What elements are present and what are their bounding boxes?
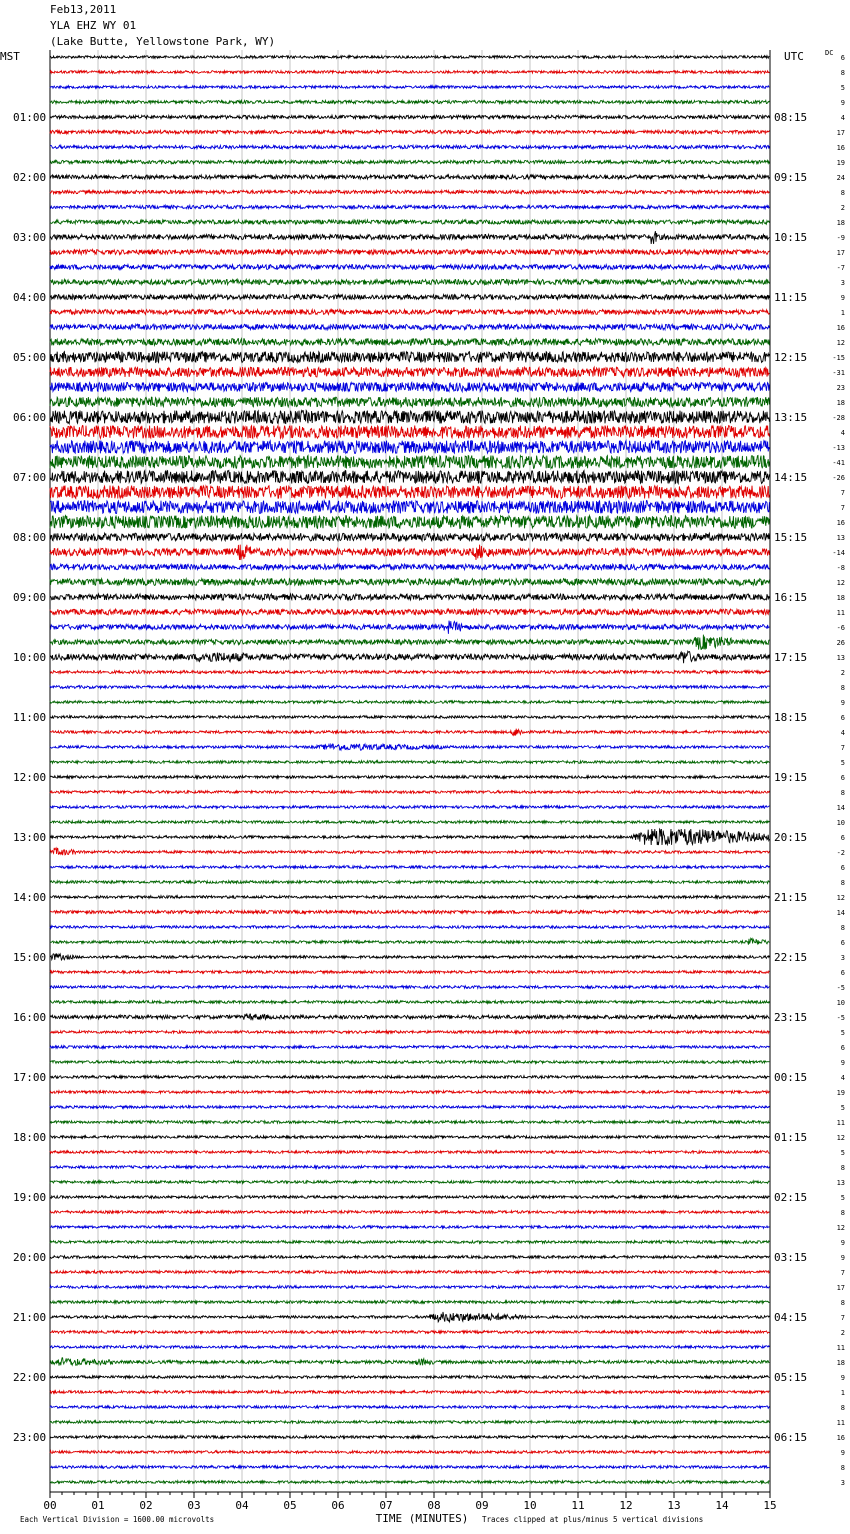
dc-offset-value: 6 [840, 774, 845, 782]
trace-line [50, 1331, 769, 1334]
dc-offset-value: -2 [836, 849, 845, 857]
trace-line [50, 1014, 769, 1021]
trace-line [50, 806, 769, 809]
left-hour-label: 09:00 [13, 591, 47, 604]
dc-offset-value: 13 [836, 654, 845, 662]
left-hour-label: 13:00 [13, 831, 47, 844]
trace-line [50, 324, 769, 329]
dc-offset-value: 8 [840, 789, 845, 797]
right-hour-label: 10:15 [774, 231, 808, 244]
trace-line [50, 866, 769, 869]
trace-line [50, 926, 769, 929]
dc-offset-value: 3 [840, 1479, 845, 1487]
trace-line [50, 145, 769, 148]
dc-offset-value: 9 [840, 1374, 845, 1382]
dc-offset-value: 16 [836, 324, 845, 332]
right-hour-label: 16:15 [774, 591, 808, 604]
chart-location: (Lake Butte, Yellowstone Park, WY) [50, 35, 276, 48]
dc-offset-value: 11 [836, 609, 845, 617]
left-hour-label: 04:00 [13, 291, 47, 304]
trace-line [50, 205, 769, 208]
dc-offset-value: -26 [832, 474, 845, 482]
right-hour-label: 14:15 [774, 471, 808, 484]
trace-line [50, 71, 769, 74]
dc-offset-value: 8 [840, 1299, 845, 1307]
trace-line [50, 1196, 769, 1199]
trace-line [50, 310, 769, 315]
dc-offset-value: 6 [840, 1044, 845, 1052]
trace-line [50, 1358, 769, 1366]
right-hour-label: 17:15 [774, 651, 808, 664]
trace-line [50, 56, 769, 59]
dc-offset-value: 3 [840, 954, 845, 962]
dc-offset-value: 12 [836, 1134, 845, 1142]
right-hour-label: 15:15 [774, 531, 808, 544]
trace-line [50, 1451, 769, 1454]
right-hour-label: 06:15 [774, 1431, 808, 1444]
left-hour-label: 11:00 [13, 711, 47, 724]
trace-line [50, 265, 769, 270]
scale-note: Each Vertical Division = 1600.00 microvolts [20, 1515, 215, 1524]
x-axis-label: TIME (MINUTES) [375, 1512, 469, 1525]
dc-offset-value: 9 [840, 99, 845, 107]
right-hour-label: 19:15 [774, 771, 808, 784]
trace-line [50, 367, 769, 377]
trace-line [50, 1312, 769, 1322]
trace-line [50, 761, 769, 764]
trace-line [50, 671, 769, 674]
dc-offset-value: 9 [840, 1059, 845, 1067]
dc-offset-value: 9 [840, 699, 845, 707]
dc-offset-value: 12 [836, 579, 845, 587]
dc-offset-value: -5 [836, 1014, 845, 1022]
dc-offset-value: 8 [840, 924, 845, 932]
trace-line [50, 1001, 769, 1004]
trace-line [50, 1106, 769, 1109]
trace-line [50, 250, 769, 255]
dc-offset-value: 6 [840, 864, 845, 872]
dc-offset-value: 8 [840, 69, 845, 77]
trace-line [50, 1406, 769, 1409]
left-hour-label: 10:00 [13, 651, 47, 664]
trace-line [50, 1271, 769, 1274]
trace-line [50, 1481, 769, 1484]
trace-line [50, 1076, 769, 1079]
dc-offset-value: 4 [840, 729, 845, 737]
dc-offset-value: 23 [836, 384, 845, 392]
dc-offset-value: 4 [840, 429, 845, 437]
dc-offset-value: 8 [840, 684, 845, 692]
dc-offset-value: -41 [832, 459, 845, 467]
dc-offset-value: 5 [840, 1194, 845, 1202]
trace-line [50, 744, 769, 750]
trace-line [50, 220, 769, 224]
dc-offset-value: 17 [836, 249, 845, 257]
x-tick-label: 07 [379, 1499, 393, 1512]
dc-offset-value: 4 [840, 1074, 845, 1082]
dc-offset-value: 1 [840, 309, 845, 317]
trace-line [50, 776, 769, 779]
dc-offset-value: 11 [836, 1344, 845, 1352]
dc-offset-value: 6 [840, 54, 845, 62]
dc-offset-value: 9 [840, 1254, 845, 1262]
x-tick-label: 09 [475, 1499, 489, 1512]
dc-offset-value: 16 [836, 144, 845, 152]
right-hour-label: 02:15 [774, 1191, 808, 1204]
dc-offset-value: -14 [832, 549, 845, 557]
left-hour-label: 12:00 [13, 771, 47, 784]
right-hour-label: 04:15 [774, 1311, 808, 1324]
dc-offset-value: 9 [840, 1449, 845, 1457]
trace-line [50, 635, 769, 650]
trace-line [50, 1256, 769, 1259]
trace-line [50, 545, 769, 560]
trace-line [50, 1436, 769, 1439]
dc-offset-value: 2 [840, 669, 845, 677]
dc-offset-value: 19 [836, 1089, 845, 1097]
trace-line [50, 881, 769, 884]
dc-offset-value: 13 [836, 534, 845, 542]
dc-offset-value: 11 [836, 1419, 845, 1427]
right-hour-label: 09:15 [774, 171, 808, 184]
right-hour-label: 22:15 [774, 951, 808, 964]
dc-offset-value: 8 [840, 879, 845, 887]
dc-offset-value: 12 [836, 339, 845, 347]
trace-line [50, 821, 769, 824]
dc-offset-value: 8 [840, 1464, 845, 1472]
x-tick-label: 05 [283, 1499, 297, 1512]
x-tick-label: 04 [235, 1499, 249, 1512]
dc-offset-value: -15 [832, 354, 845, 362]
trace-line [50, 339, 769, 346]
left-hour-label: 15:00 [13, 951, 47, 964]
left-hour-label: 20:00 [13, 1251, 47, 1264]
dc-offset-value: 5 [840, 1104, 845, 1112]
dc-offset-value: 5 [840, 84, 845, 92]
right-hour-label: 11:15 [774, 291, 808, 304]
trace-line [50, 1376, 769, 1379]
left-hour-label: 07:00 [13, 471, 47, 484]
dc-offset-value: 1 [840, 1389, 845, 1397]
left-hour-label: 02:00 [13, 171, 47, 184]
trace-line [50, 651, 769, 663]
trace-line [50, 160, 769, 163]
right-hour-label: 21:15 [774, 891, 808, 904]
x-tick-label: 10 [523, 1499, 537, 1512]
trace-line [50, 986, 769, 989]
left-hour-label: 08:00 [13, 531, 47, 544]
dc-offset-value: 7 [840, 1269, 845, 1277]
right-hour-label: 01:15 [774, 1131, 808, 1144]
trace-line [50, 1151, 769, 1154]
left-hour-label: 21:00 [13, 1311, 47, 1324]
dc-offset-value: 6 [840, 939, 845, 947]
left-hour-label: 17:00 [13, 1071, 47, 1084]
dc-offset-value: 17 [836, 1284, 845, 1292]
trace-line [50, 295, 769, 300]
left-hour-label: 22:00 [13, 1371, 47, 1384]
right-hour-label: 23:15 [774, 1011, 808, 1024]
dc-offset-value: 6 [840, 834, 845, 842]
trace-line [50, 516, 769, 529]
trace-line [50, 279, 769, 284]
trace-line [50, 686, 769, 689]
trace-line [50, 609, 769, 615]
trace-line [50, 729, 769, 736]
dc-offset-value: 7 [840, 489, 845, 497]
dc-offset-value: 11 [836, 1119, 845, 1127]
dc-offset-value: -5 [836, 984, 845, 992]
trace-line [50, 426, 769, 439]
dc-offset-value: 24 [836, 174, 845, 182]
trace-line [50, 701, 769, 704]
dc-offset-value: 7 [840, 1314, 845, 1322]
dc-offset-value: 5 [840, 1149, 845, 1157]
trace-line [50, 791, 769, 794]
trace-line [50, 716, 769, 719]
left-hour-label: 14:00 [13, 891, 47, 904]
dc-offset-value: 2 [840, 204, 845, 212]
dc-offset-value: 7 [840, 504, 845, 512]
right-hour-label: 00:15 [774, 1071, 808, 1084]
trace-line [50, 594, 769, 600]
dc-offset-value: 8 [840, 189, 845, 197]
chart-date: Feb13,2011 [50, 3, 117, 16]
dc-offset-value: 5 [840, 1029, 845, 1037]
trace-line [50, 1466, 769, 1469]
chart-station: YLA EHZ WY 01 [50, 19, 137, 32]
trace-line [50, 130, 769, 133]
x-tick-label: 13 [667, 1499, 681, 1512]
x-tick-label: 06 [331, 1499, 345, 1512]
right-hour-label: 18:15 [774, 711, 808, 724]
left-hour-label: 23:00 [13, 1431, 47, 1444]
right-hour-label: 08:15 [774, 111, 808, 124]
trace-line [50, 1346, 769, 1349]
trace-line [50, 1211, 769, 1214]
dc-offset-value: 19 [836, 159, 845, 167]
right-hour-label: 13:15 [774, 411, 808, 424]
left-hour-label: 16:00 [13, 1011, 47, 1024]
dc-offset-value: 3 [840, 279, 845, 287]
dc-offset-value: -6 [836, 624, 845, 632]
dc-offset-value: 14 [836, 909, 845, 917]
trace-line [50, 848, 769, 855]
dc-offset-value: 9 [840, 1239, 845, 1247]
dc-offset-value: -9 [836, 234, 845, 242]
left-hour-label: 03:00 [13, 231, 47, 244]
x-tick-label: 12 [619, 1499, 633, 1512]
trace-line [50, 86, 769, 89]
dc-offset-value: 8 [840, 1404, 845, 1412]
x-tick-label: 08 [427, 1499, 441, 1512]
x-tick-label: 01 [91, 1499, 105, 1512]
dc-offset-value: 12 [836, 1224, 845, 1232]
dc-offset-value: 26 [836, 639, 845, 647]
trace-line [50, 829, 769, 845]
trace-line [50, 471, 769, 484]
trace-line [50, 621, 769, 634]
trace-line [50, 115, 769, 118]
dc-offset-value: 8 [840, 1209, 845, 1217]
trace-line [50, 501, 769, 514]
trace-line [50, 533, 769, 541]
right-timezone-label: UTC [784, 50, 804, 63]
clip-note: Traces clipped at plus/minus 5 vertical divisions [482, 1515, 704, 1524]
dc-offset-value: 6 [840, 969, 845, 977]
dc-offset-value: 6 [840, 714, 845, 722]
dc-offset-value: -13 [832, 444, 845, 452]
trace-line [50, 1031, 769, 1034]
trace-line [50, 352, 769, 363]
trace-line [50, 910, 769, 913]
right-hour-label: 20:15 [774, 831, 808, 844]
trace-line [50, 1121, 769, 1124]
left-hour-label: 19:00 [13, 1191, 47, 1204]
trace-line [50, 1241, 769, 1244]
dc-offset-value: -28 [832, 414, 845, 422]
dc-offset-value: 5 [840, 759, 845, 767]
dc-offset-value: -7 [836, 264, 845, 272]
dc-offset-value: 10 [836, 999, 845, 1007]
trace-line [50, 1421, 769, 1424]
dc-offset-value: 4 [840, 114, 845, 122]
dc-offset-value: 16 [836, 519, 845, 527]
x-tick-label: 03 [187, 1499, 201, 1512]
trace-line [50, 1301, 769, 1304]
dc-offset-value: 9 [840, 294, 845, 302]
trace-line [50, 456, 769, 469]
x-tick-label: 11 [571, 1499, 585, 1512]
trace-line [50, 1391, 769, 1394]
trace-line [50, 1166, 769, 1169]
trace-line [50, 231, 769, 244]
trace-line [50, 1136, 769, 1139]
x-tick-label: 15 [763, 1499, 777, 1512]
left-hour-label: 05:00 [13, 351, 47, 364]
x-tick-label: 02 [139, 1499, 153, 1512]
trace-line [50, 190, 769, 193]
dc-offset-value: 12 [836, 894, 845, 902]
trace-line [50, 486, 769, 499]
trace-line [50, 100, 769, 103]
trace-line [50, 382, 769, 391]
trace-line [50, 1286, 769, 1289]
trace-line [50, 971, 769, 974]
dc-offset-value: 8 [840, 1164, 845, 1172]
trace-line [50, 938, 769, 944]
left-timezone-label: MST [0, 50, 20, 63]
right-hour-label: 03:15 [774, 1251, 808, 1264]
left-hour-label: 06:00 [13, 411, 47, 424]
left-hour-label: 01:00 [13, 111, 47, 124]
dc-offset-value: 18 [836, 399, 845, 407]
dc-offset-value: 14 [836, 804, 845, 812]
dc-offset-header: DC [825, 49, 834, 57]
dc-offset-value: 13 [836, 1179, 845, 1187]
trace-line [50, 1091, 769, 1094]
x-tick-label: 14 [715, 1499, 729, 1512]
dc-offset-value: 18 [836, 594, 845, 602]
left-hour-label: 18:00 [13, 1131, 47, 1144]
trace-line [50, 579, 769, 586]
dc-offset-value: 17 [836, 129, 845, 137]
x-tick-label: 00 [43, 1499, 57, 1512]
trace-line [50, 397, 769, 407]
dc-offset-value: 18 [836, 219, 845, 227]
trace-line [50, 1226, 769, 1229]
trace-line [50, 175, 769, 179]
dc-offset-value: -8 [836, 564, 845, 572]
trace-line [50, 564, 769, 570]
trace-line [50, 954, 769, 961]
dc-offset-value: 16 [836, 1434, 845, 1442]
trace-line [50, 411, 769, 424]
trace-line [50, 1181, 769, 1184]
trace-line [50, 441, 769, 454]
right-hour-label: 05:15 [774, 1371, 808, 1384]
right-hour-label: 12:15 [774, 351, 808, 364]
trace-line [50, 896, 769, 899]
dc-offset-value: -31 [832, 369, 845, 377]
trace-line [50, 1046, 769, 1049]
dc-offset-value: 2 [840, 1329, 845, 1337]
dc-offset-value: 7 [840, 744, 845, 752]
dc-offset-value: 18 [836, 1359, 845, 1367]
trace-line [50, 1061, 769, 1064]
dc-offset-value: 10 [836, 819, 845, 827]
